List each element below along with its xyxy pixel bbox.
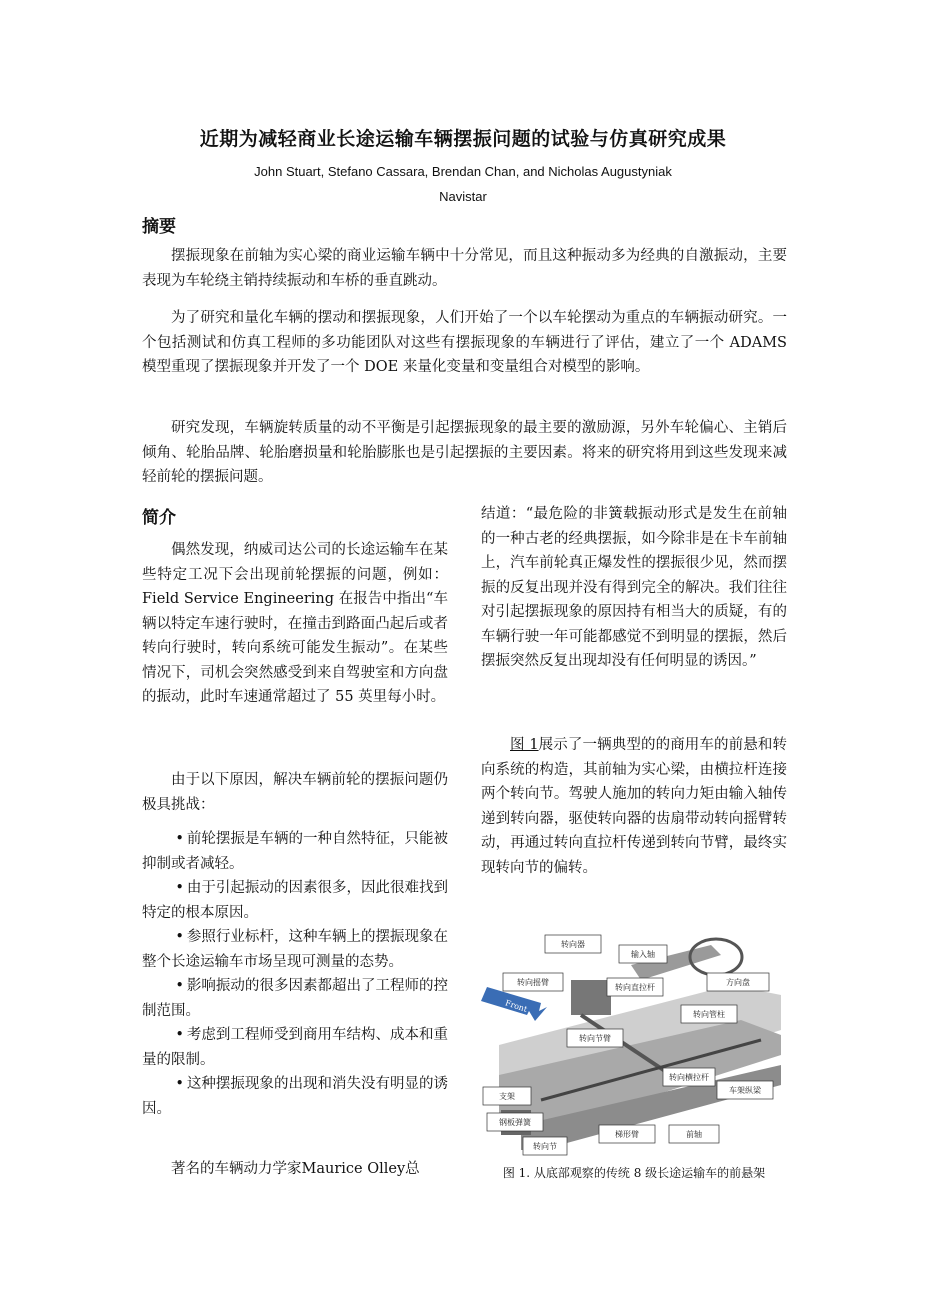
figure-1-link[interactable]: 图 1 <box>510 737 539 753</box>
abstract-paragraph-3: 研究发现，车辆旋转质量的动不平衡是引起摆振现象的最主要的激励源，另外车轮偏心、主销后倾角、轮胎品牌、轮胎磨损量和轮胎膨胀也是引起摆振的主要因素。将来的研究将用到这些发现来减轻前轮的摆振问题。 <box>142 420 787 485</box>
svg-text:支架: 支架 <box>499 1092 515 1101</box>
label-steering-wheel <box>707 973 769 991</box>
label-front-axle <box>669 1125 719 1143</box>
label-leaf-spring <box>487 1113 543 1131</box>
svg-text:转向管柱: 转向管柱 <box>693 1010 725 1019</box>
abstract-paragraph-1: 摆振现象在前轴为实心梁的商业运输车辆中十分常见，而且这种振动多为经典的自激振动，主要表现为车轮绕主销持续振动和车桥的垂直跳动。 <box>142 248 787 289</box>
svg-text:输入轴: 输入轴 <box>631 950 655 959</box>
intro-paragraph-1: 偶然发现，纳威司达公司的长途运输车在某些特定工况下会出现前轮摆振的问题，例如：Field Service Engineering 在报告中指出“车辆以特定车速行驶时，在撞击到路面凸起后或者转向行驶时，转向系统可能发生振动”。在某些情况下，司机会突然感受到来自驾驶室和方向盘的振动，此时车速通常超过了 55 英里每小时。 <box>142 542 448 705</box>
challenge-list <box>142 827 448 1121</box>
paper-affiliation: Navistar <box>439 189 487 204</box>
svg-text:钢板弹簧: 钢板弹簧 <box>499 1118 531 1127</box>
list-item: • 参照行业标杆，这种车辆上的摆振现象在整个长途运输车市场呈现可测量的态势。 <box>142 925 448 974</box>
steering-gear-shape <box>571 980 611 1015</box>
figure-1-caption: 图 1. 从底部观察的传统 8 级长途运输车的前悬架 <box>502 1166 766 1180</box>
abstract-heading: 摘要 <box>142 217 176 237</box>
abstract-paragraph-2: 为了研究和量化车辆的摆动和摆振现象，人们开始了一个以车轮摆动为重点的车辆振动研究。一个包括测试和仿真工程师的多功能团队对这些有摆振现象的车辆进行了评估，建立了一个 ADAMS 模型重现了摆振现象并开发了一个 DOE 来量化变量和变量组合对模型的影响。 <box>142 310 787 375</box>
svg-text:转向直拉杆: 转向直拉杆 <box>615 983 655 992</box>
svg-text:梯形臂: 梯形臂 <box>615 1130 639 1139</box>
svg-text:转向横拉杆: 转向横拉杆 <box>669 1073 709 1082</box>
list-item: • 这种摆振现象的出现和消失没有明显的诱因。 <box>142 1072 448 1121</box>
paper-title: 近期为减轻商业长途运输车辆摆振问题的试验与仿真研究成果 <box>199 128 727 150</box>
intro-paragraph-5-text: 展示了一辆典型的的商用车的前悬和转向系统的构造，其前轴为实心梁，由横拉杆连接两个转向节。驾驶人施加的转向力矩由输入轴传递到转向器，驱使转向器的齿扇带动转向摇臂转动，再通过转向直拉杆传递到转向节臂，最终实现转向节的偏转。 <box>481 737 787 876</box>
label-knuckle-arm <box>567 1029 623 1047</box>
svg-text:前轴: 前轴 <box>686 1130 702 1139</box>
label-steering-gear <box>545 935 601 953</box>
label-tie-rod <box>663 1068 715 1086</box>
intro-paragraph-4: 结道：“最危险的非簧载振动形式是发生在前轴的一种古老的经典摆振，如今除非是在卡车前轴上，汽车前轮真正爆发性的摆振很少见，然而摆振的反复出现并没有得到完全的解决。我们往往对引起摆振现象的原因持有相当大的质疑，有的车辆行驶一年可能都感觉不到明显的摆振，然后摆振突然反复出现却没有任何明显的诱因。” <box>481 506 787 669</box>
figure-1-suspension-diagram <box>481 925 787 1160</box>
svg-text:转向器: 转向器 <box>561 940 585 949</box>
svg-text:转向节: 转向节 <box>533 1142 557 1151</box>
intro-paragraph-5 <box>481 733 787 880</box>
label-bracket <box>483 1087 531 1105</box>
svg-text:方向盘: 方向盘 <box>726 978 750 987</box>
list-item: • 考虑到工程师受到商用车结构、成本和重量的限制。 <box>142 1023 448 1072</box>
label-pitman-arm <box>503 973 563 991</box>
intro-paragraph-2: 由于以下原因，解决车辆前轮的摆振问题仍极具挑战： <box>142 772 448 813</box>
label-steering-column <box>681 1005 737 1023</box>
front-arrow <box>481 987 547 1021</box>
list-item: • 前轮摆振是车辆的一种自然特征，只能被抑制或者减轻。 <box>142 827 448 876</box>
svg-text:转向摇臂: 转向摇臂 <box>517 978 549 987</box>
paper-authors: John Stuart, Stefano Cassara, Brendan Chan, and Nicholas Augustyniak <box>254 164 672 179</box>
label-trapezoid-arm <box>599 1125 655 1143</box>
intro-heading: 简介 <box>142 508 176 528</box>
label-drag-link <box>607 978 663 996</box>
label-frame-rail <box>717 1081 773 1099</box>
svg-text:车架纵梁: 车架纵梁 <box>729 1086 761 1095</box>
label-input-shaft <box>619 945 667 963</box>
list-item: • 由于引起振动的因素很多，因此很难找到特定的根本原因。 <box>142 876 448 925</box>
intro-paragraph-3: 著名的车辆动力学家Maurice Olley总 <box>171 1161 420 1177</box>
svg-text:转向节臂: 转向节臂 <box>579 1034 611 1043</box>
label-knuckle <box>523 1137 567 1155</box>
front-arrow-label: Front <box>504 998 529 1014</box>
list-item: • 影响振动的很多因素都超出了工程师的控制范围。 <box>142 974 448 1023</box>
